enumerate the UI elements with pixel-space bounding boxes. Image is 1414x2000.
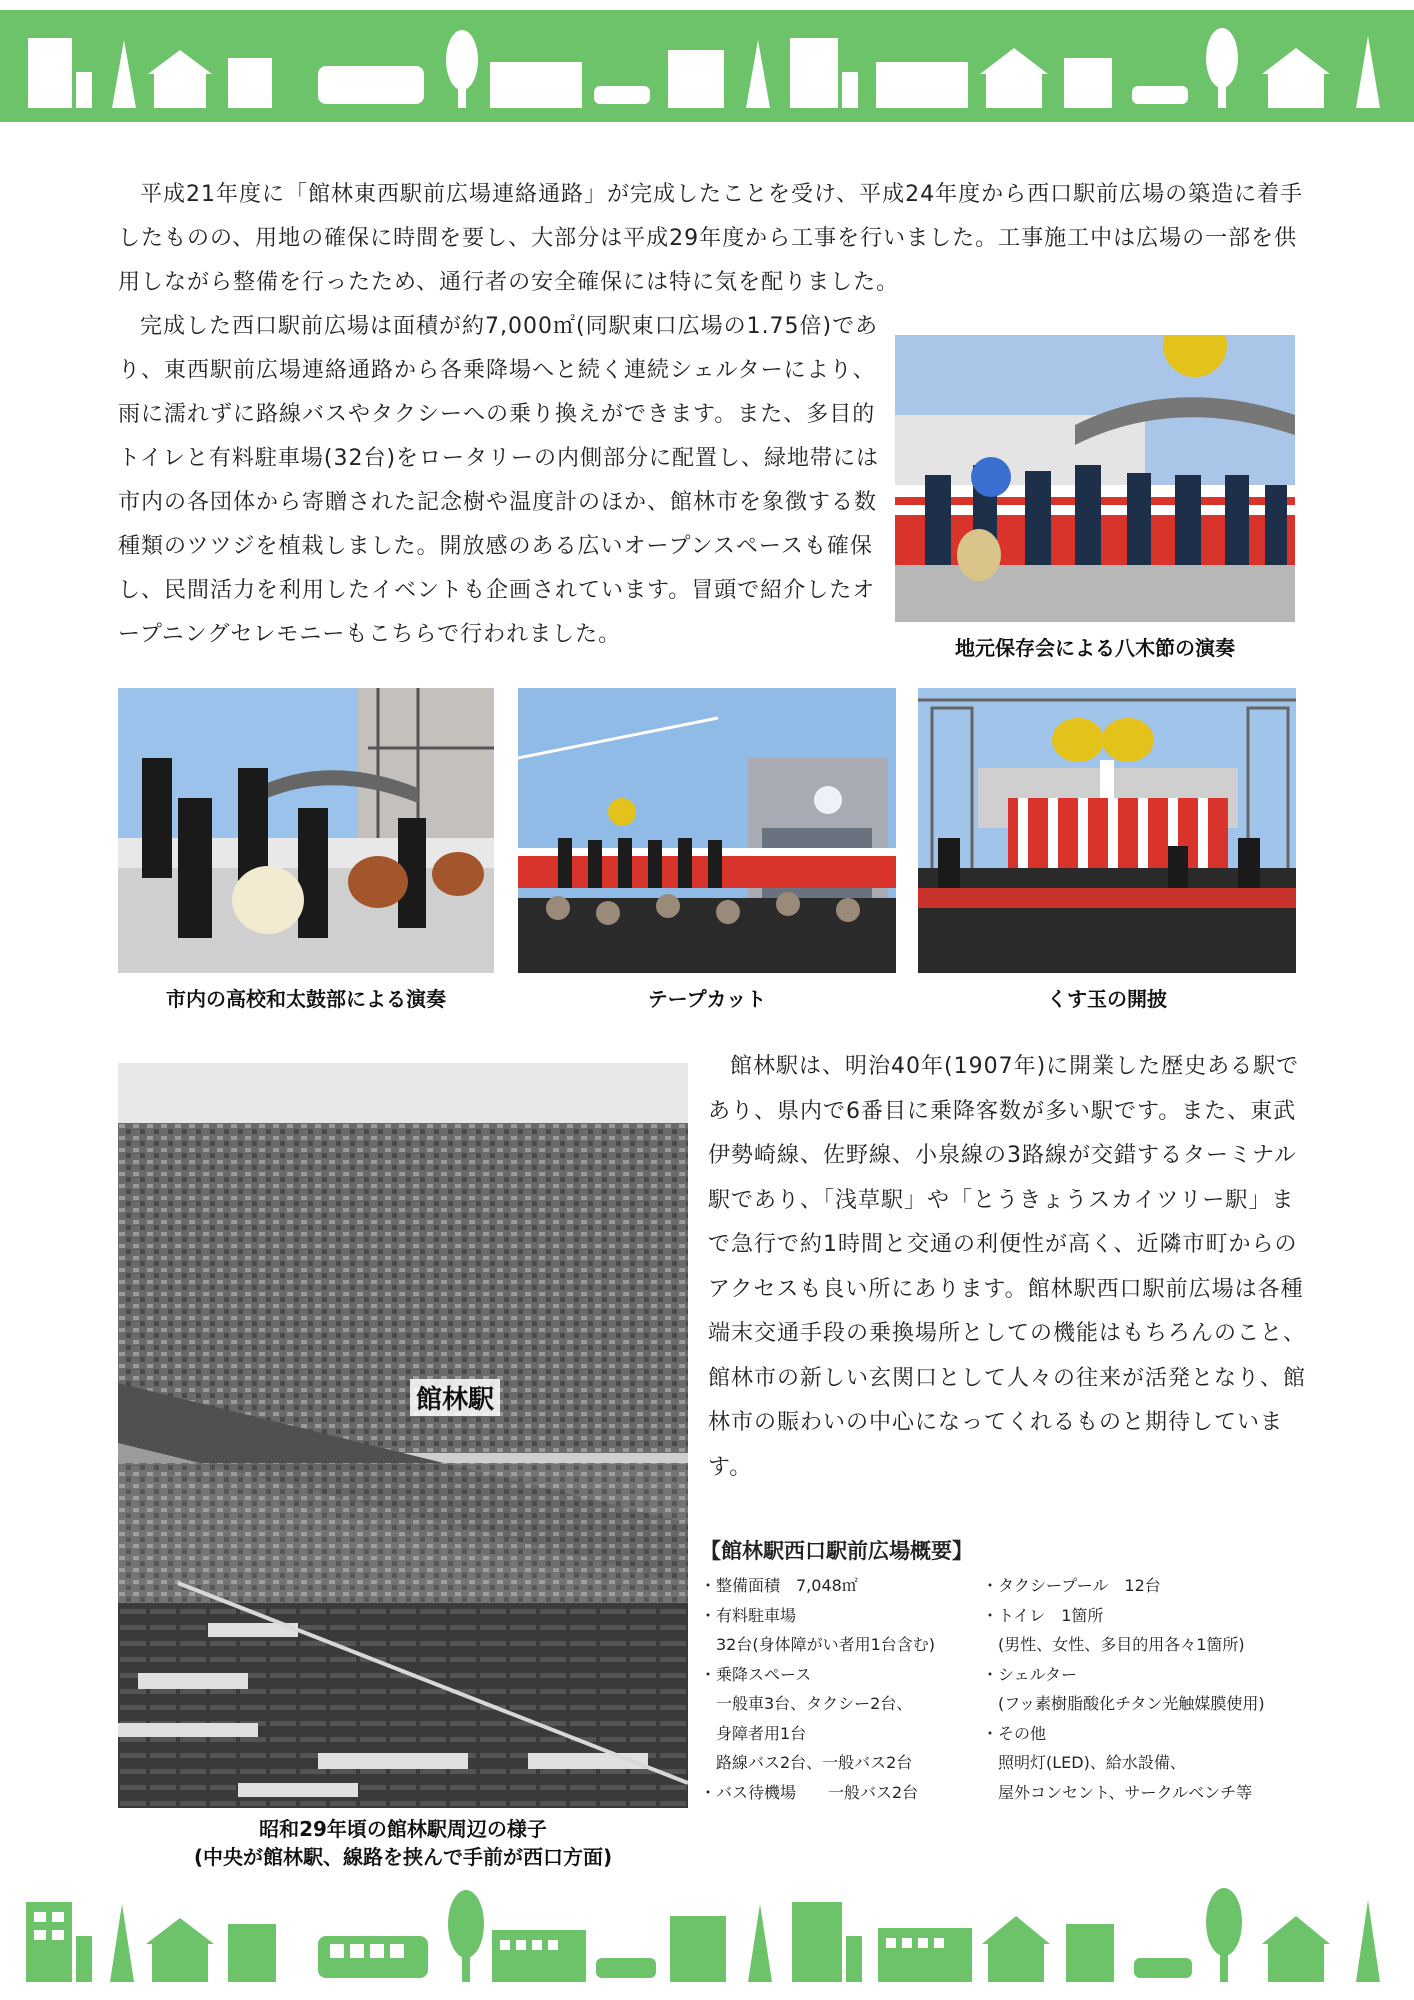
overview-item: ・シェルター — [982, 1664, 1078, 1684]
station-paragraph: 館林駅は、明治40年(1907年)に開業した歴史ある駅であり、県内で6番目に乗降客数が多い駅です。また、東武伊勢崎線、佐野線、小泉線の3路線が交錯するターミナル駅であり、「浅草駅」や「とうきょうスカイツリー駅」まで急行で約1時間と交通の利便性が高く、近隣市町からのアクセスも良い所にあります。館林駅西口駅前広場は各種端末交通手段の乗換場所としての機能はもちろんのこと、館林市の新しい玄関口として人々の往来が活発となり、館林市の賑わいの中心になってくれるものと期待しています。 — [708, 1054, 1307, 1480]
intro-paragraph: 平成21年度に「館林東西駅前広場連絡通路」が完成したことを受け、平成24年度から西口駅前広場の築造に着手したものの、用地の確保に時間を要し、大部分は平成29年度から工事を行いました。工事施工中は広場の一部を供用しながら整備を行ったため、通行者の安全確保には特に気を配りました。 — [118, 182, 1304, 295]
tape-cut-caption: テープカット — [647, 987, 767, 1011]
aerial-caption — [118, 1815, 688, 1871]
overview-item: 照明灯(LED)、給水設備、 — [982, 1753, 1186, 1772]
overview-item: 屋外コンセント、サークルベンチ等 — [982, 1782, 1253, 1802]
overview-item: (フッ素樹脂酸化チタン光触媒膜使用) — [982, 1694, 1265, 1713]
taiko-photo — [118, 688, 494, 973]
overview-right-column — [982, 1571, 1322, 1807]
kusudama-photo — [918, 688, 1296, 973]
overview-item: ・タクシープール 12台 — [982, 1576, 1161, 1595]
overview-item: ・整備面積 7,048㎡ — [700, 1576, 858, 1595]
kusudama-caption: くす玉の開披 — [1047, 987, 1167, 1011]
overview-item: 路線バス2台、一般バス2台 — [700, 1753, 913, 1772]
overview-item: 身障者用1台 — [700, 1723, 807, 1743]
completed-plaza-paragraph: 完成した西口駅前広場は面積が約7,000㎡(同駅東口広場の1.75倍)であり、東西駅前広場連絡通路から各乗降場へと続く連続シェルターにより、雨に濡れずに路線バスやタクシーへの乗り換えができます。また、多目的トイレと有料駐車場(32台)をロータリーの内側部分に配置し、緑地帯には市内の各団体から寄贈された記念樹や温度計のほか、館林市を象徴する数種類のツツジを植栽しました。開放感のある広いオープンスペースも確保し、民間活力を利用したイベントも企画されています。冒頭で紹介したオープニングセレモニーもこちらで行われました。 — [118, 314, 880, 647]
plaza-overview — [700, 1535, 1340, 1807]
overview-item: ・トイレ 1箇所 — [982, 1605, 1104, 1625]
overview-item: (男性、女性、多目的用各々1箇所) — [982, 1635, 1245, 1654]
overview-item: 32台(身体障がい者用1台含む) — [700, 1635, 936, 1654]
overview-left-column — [700, 1571, 982, 1807]
yagibushi-caption: 地元保存会による八木節の演奏 — [955, 636, 1235, 660]
overview-item: 一般車3台、タクシー2台、 — [700, 1694, 913, 1713]
aerial-caption-line-1: 昭和29年頃の館林駅周辺の様子 — [259, 1817, 547, 1841]
aerial-station-label: 館林駅 — [410, 1379, 500, 1416]
taiko-caption: 市内の高校和太鼓部による演奏 — [166, 987, 446, 1011]
overview-item: ・バス待機場 一般バス2台 — [700, 1782, 919, 1802]
tape-cut-photo — [518, 688, 896, 973]
overview-title: 【館林駅西口駅前広場概要】 — [700, 1539, 973, 1563]
aerial-caption-line-2: (中央が館林駅、線路を挟んで手前が西口方面) — [193, 1845, 613, 1869]
bottom-town-banner — [0, 1878, 1414, 1990]
top-town-banner — [0, 10, 1414, 122]
overview-item: ・その他 — [982, 1723, 1047, 1743]
yagibushi-photo — [895, 335, 1295, 622]
overview-item: ・乗降スペース — [700, 1664, 812, 1684]
overview-item: ・有料駐車場 — [700, 1605, 797, 1625]
aerial-historic-photo — [118, 1063, 688, 1808]
